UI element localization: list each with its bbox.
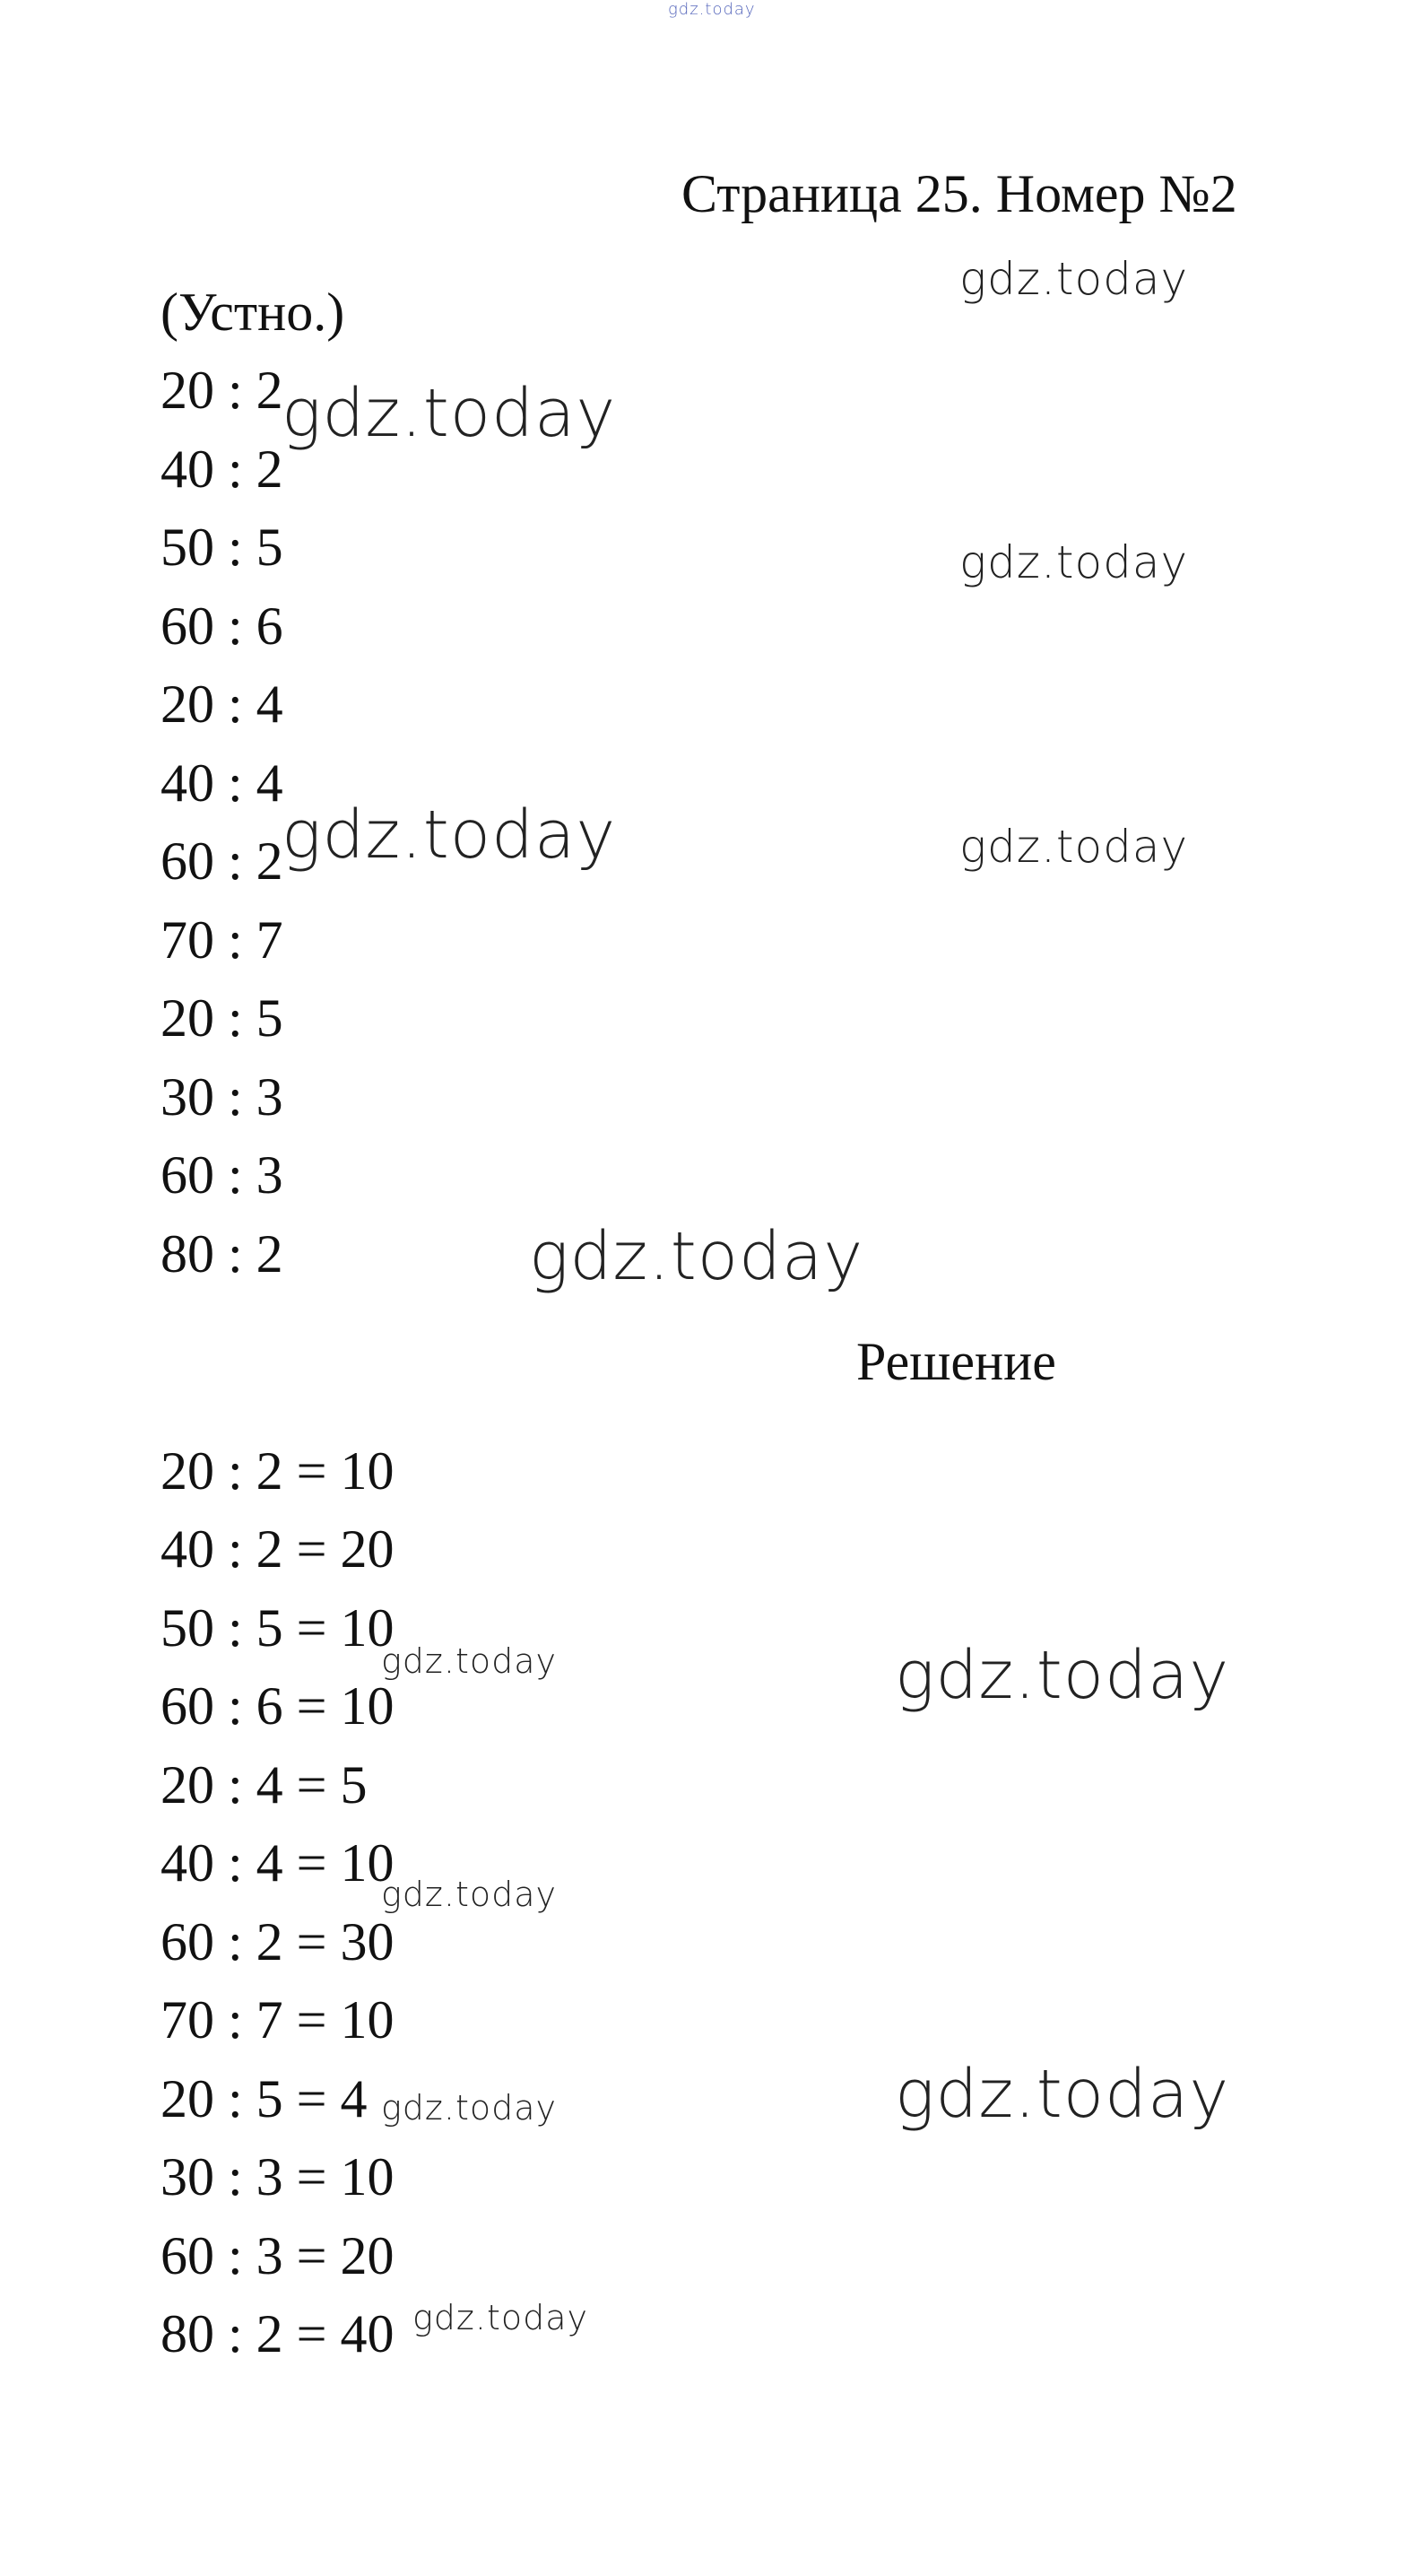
watermark-text: gdz.today	[412, 2298, 588, 2337]
solution-item: 50 : 5 = 10	[160, 1598, 395, 1658]
exercise-item: 50 : 5	[160, 518, 283, 577]
solution-item: 40 : 2 = 20	[160, 1519, 395, 1579]
exercise-item: 80 : 2	[160, 1224, 283, 1284]
watermark-text: gdz.today	[895, 1637, 1230, 1714]
solution-item: 20 : 4 = 5	[160, 1755, 368, 1815]
solution-item: 30 : 3 = 10	[160, 2147, 395, 2206]
exercise-item: 40 : 2	[160, 439, 283, 499]
exercise-item: 40 : 4	[160, 753, 283, 813]
watermark-text: gdz.today	[959, 821, 1189, 873]
solution-item: 60 : 3 = 20	[160, 2226, 395, 2285]
solution-item: 20 : 5 = 4	[160, 2069, 368, 2128]
exercise-item: 30 : 3	[160, 1067, 283, 1127]
watermark-text: gdz.today	[381, 1641, 557, 1681]
solution-item: 70 : 7 = 10	[160, 1990, 395, 2049]
task-note: (Устно.)	[160, 283, 345, 342]
watermark-text: gdz.today	[282, 375, 617, 452]
exercise-item: 60 : 6	[160, 596, 283, 656]
solution-item: 80 : 2 = 40	[160, 2304, 395, 2363]
watermark-text: gdz.today	[381, 1875, 557, 1914]
page-title: Страница 25. Номер №2	[681, 164, 1237, 223]
watermark-text: gdz.today	[529, 1218, 864, 1295]
watermark-text: gdz.today	[381, 2088, 557, 2128]
solution-item: 40 : 4 = 10	[160, 1833, 395, 1893]
exercise-item: 20 : 4	[160, 674, 283, 734]
solution-item: 60 : 6 = 10	[160, 1676, 395, 1736]
watermark-text: gdz.today	[959, 536, 1189, 588]
solution-heading: Решение	[856, 1332, 1056, 1391]
exercise-item: 60 : 3	[160, 1145, 283, 1205]
watermark-text: gdz.today	[282, 796, 617, 874]
watermark-top: gdz.today	[668, 0, 756, 19]
watermark-text: gdz.today	[959, 253, 1189, 305]
solution-item: 20 : 2 = 10	[160, 1441, 395, 1501]
exercise-item: 60 : 2	[160, 831, 283, 891]
watermark-text: gdz.today	[895, 2056, 1230, 2133]
exercise-item: 20 : 5	[160, 988, 283, 1048]
exercise-item: 70 : 7	[160, 910, 283, 970]
exercise-item: 20 : 2	[160, 361, 283, 420]
solution-item: 60 : 2 = 30	[160, 1912, 395, 1971]
